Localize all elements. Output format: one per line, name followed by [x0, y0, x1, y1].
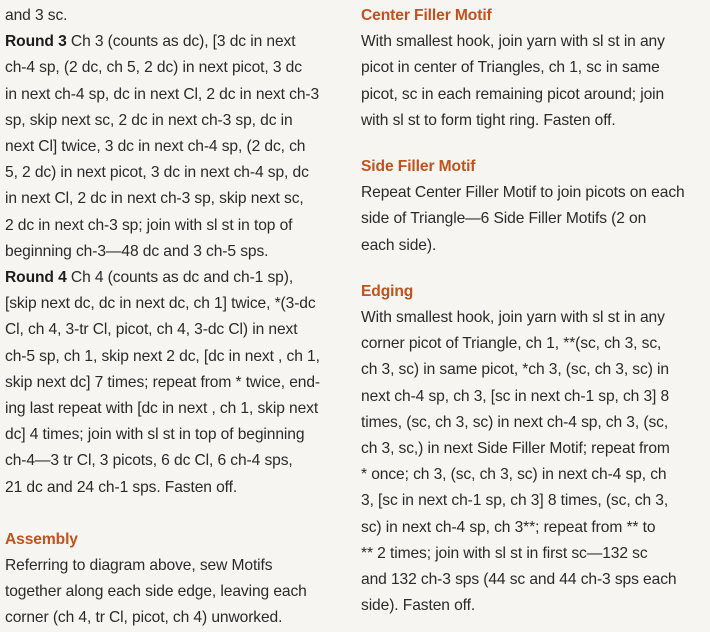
- edging-line: side). Fasten off.: [361, 597, 476, 615]
- edging-line: ch 3, sc) in same picot, *ch 3, (sc, ch 3, sc) in: [361, 361, 669, 379]
- edging-line: 3, [sc in next ch-1 sp, ch 3] 8 times, (sc, ch 3,: [361, 492, 669, 510]
- side-filler-line: each side).: [361, 236, 437, 254]
- round-3-line: sp, skip next sc, 2 dc in next ch-3 sp, dc in: [5, 111, 293, 129]
- assembly-heading: Assembly: [5, 530, 78, 548]
- left-column: [5, 3, 347, 632]
- edging-line: ch 3, sc,) in next Side Filler Motif; repeat from: [361, 440, 670, 458]
- assembly-line: Referring to diagram above, sew Motifs: [5, 557, 273, 575]
- round-3-line: ch-4 sp, (2 dc, ch 5, 2 dc) in next picot, 3 dc: [5, 59, 302, 77]
- round-4-line: ing last repeat with [dc in next , ch 1, skip next: [5, 400, 319, 418]
- round-3-section: [5, 29, 347, 265]
- assembly-section: [5, 527, 347, 632]
- round-4-line: 21 dc and 24 ch-1 sps. Fasten off.: [5, 478, 238, 496]
- center-filler-line: with sl st to form tight ring. Fasten off.: [361, 111, 616, 129]
- round-4-line: dc] 4 times; join with sl st in top of beginning: [5, 426, 305, 444]
- round-4-line: Ch 4 (counts as dc and ch-1 sp),: [70, 269, 294, 287]
- round-4-line: ch-4—3 tr Cl, 3 picots, 6 dc Cl, 6 ch-4 sps,: [5, 452, 293, 470]
- assembly-line: together along each side edge, leaving each: [5, 583, 307, 601]
- edging-line: corner picot of Triangle, ch 1, **(sc, ch 3, sc,: [361, 335, 662, 353]
- center-filler-line: picot in center of Triangles, ch 1, sc in same: [361, 59, 660, 77]
- edging-section: [361, 279, 707, 620]
- round-3-line: next Cl] twice, 3 dc in next ch-4 sp, (2 dc, ch: [5, 138, 306, 156]
- round-4-line: Cl, ch 4, 3-tr Cl, picot, ch 4, 3-dc Cl) in next: [5, 321, 298, 339]
- side-filler-heading: Side Filler Motif: [361, 158, 476, 176]
- edging-line: times, (sc, ch 3, sc) in next ch-4 sp, ch 3, (sc,: [361, 413, 669, 431]
- side-filler-line: Repeat Center Filler Motif to join picots on each: [361, 184, 685, 202]
- center-filler-heading: Center Filler Motif: [361, 7, 492, 24]
- round-3-line: 2 dc in next ch-3 sp; join with sl st in top of: [5, 216, 293, 234]
- round-4-line: skip next dc] 7 times; repeat from * twice, end-: [5, 373, 321, 391]
- intro-line: and 3 sc.: [5, 7, 68, 24]
- edging-line: next ch-4 sp, ch 3, [sc in next ch-1 sp, ch 3] 8: [361, 387, 670, 405]
- edging-line: ** 2 times; join with sl st in first sc—132 sc: [361, 544, 648, 562]
- edging-line: and 132 ch-3 sps (44 sc and 44 ch-3 sps each: [361, 571, 677, 589]
- edging-heading: Edging: [361, 282, 414, 300]
- round-3-line: in next ch-4 sp, dc in next Cl, 2 dc in next ch-3: [5, 85, 320, 103]
- side-filler-line: side of Triangle—6 Side Filler Motifs (2 on: [361, 210, 647, 228]
- round-4-line: [skip next dc, dc in next dc, ch 1] twice, *(3-dc: [5, 295, 316, 313]
- assembly-line: corner (ch 4, tr Cl, picot, ch 4) unworked.: [5, 609, 283, 627]
- round-3-line: beginning ch-3—48 dc and 3 ch-5 sps.: [5, 242, 269, 260]
- round-4-section: [5, 265, 347, 501]
- round-3-line: 5, 2 dc) in next picot, 3 dc in next ch-4 sp, dc: [5, 164, 309, 182]
- side-filler-section: [361, 154, 707, 259]
- center-filler-line: picot, sc in each remaining picot around; join: [361, 85, 665, 103]
- round-4-line: ch-5 sp, ch 1, skip next 2 dc, [dc in next , ch 1,: [5, 347, 320, 365]
- round-3-label: Round 3: [5, 33, 67, 51]
- round-4-label: Round 4: [5, 269, 67, 287]
- edging-line: sc) in next ch-4 sp, ch 3**; repeat from ** to: [361, 518, 656, 536]
- center-filler-section: [361, 3, 707, 134]
- right-column: [361, 3, 707, 619]
- round-3-line: Ch 3 (counts as dc), [3 dc in next: [70, 33, 296, 51]
- edging-line: With smallest hook, join yarn with sl st in any: [361, 309, 665, 327]
- round-3-line: in next Cl, 2 dc in next ch-3 sp, skip next sc,: [5, 190, 304, 208]
- edging-line: * once; ch 3, (sc, ch 3, sc) in next ch-4 sp, ch: [361, 466, 667, 484]
- center-filler-line: With smallest hook, join yarn with sl st in any: [361, 33, 665, 51]
